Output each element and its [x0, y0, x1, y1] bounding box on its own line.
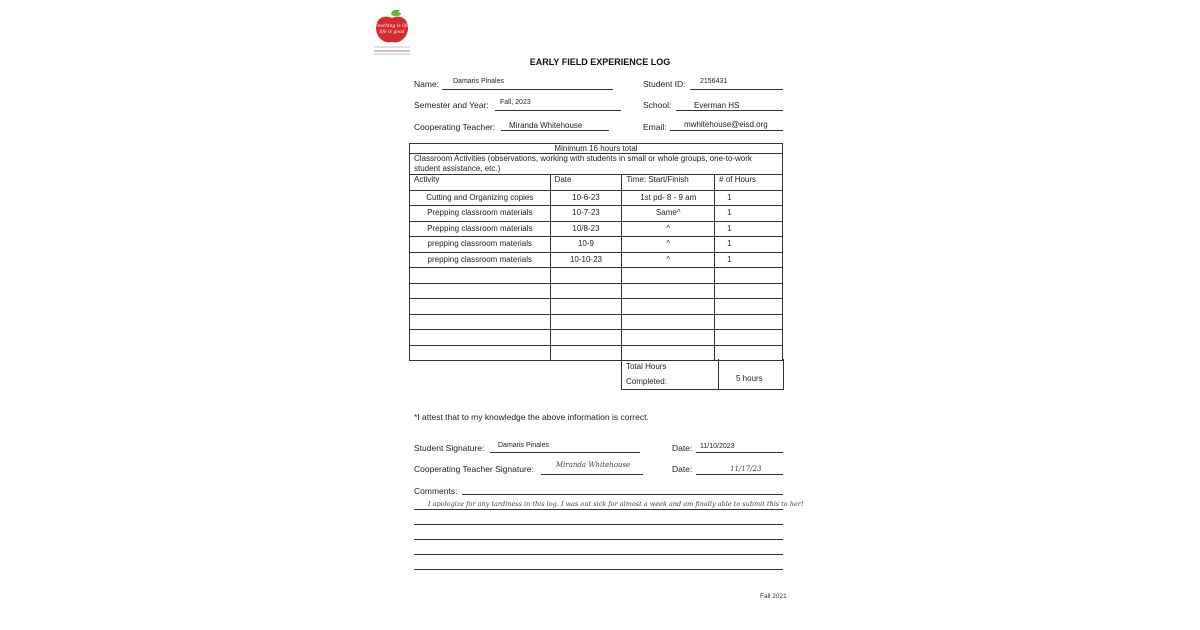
email-label: Email:	[643, 122, 667, 132]
time-cell[interactable]: ^	[622, 221, 715, 237]
student-date-label: Date:	[672, 443, 693, 453]
student-date-value: 11/10/2023	[700, 443, 735, 450]
date-cell[interactable]	[550, 345, 622, 361]
minimum-hours-header: Minimum 16 hours total	[410, 144, 783, 154]
comment-line	[414, 569, 783, 570]
student-signature-value: Damaris Pinales	[498, 442, 549, 449]
footer-version: Fall 2021	[760, 593, 787, 600]
activities-description: Classroom Activities (observations, working with students in small or whole groups, one-to-work student assistance, etc.)	[410, 154, 783, 175]
time-cell[interactable]	[622, 283, 715, 299]
date-cell[interactable]	[550, 283, 622, 299]
comments-text[interactable]: I apologize for any tardiness in this log. I was out sick for almost a week and am finally able to submit this to her!	[428, 500, 804, 508]
student-id-value: 2156431	[700, 78, 728, 85]
activity-log-table	[409, 143, 783, 361]
date-cell[interactable]	[550, 330, 622, 346]
student-id-label: Student ID:	[643, 79, 686, 89]
teacher-signature-label: Cooperating Teacher Signature:	[414, 464, 534, 474]
column-header: # of Hours	[715, 175, 783, 191]
total-hours-label	[622, 359, 719, 389]
school-value: Everman HS	[694, 101, 740, 110]
date-cell[interactable]: 10-6-23	[550, 190, 622, 206]
table-row	[410, 252, 783, 268]
date-cell[interactable]	[550, 314, 622, 330]
comments-label: Comments:	[414, 486, 458, 496]
column-header: Time: Start/Finish	[622, 175, 715, 191]
date-cell[interactable]: 10-9	[550, 237, 622, 253]
hours-cell[interactable]: 1	[715, 252, 783, 268]
activity-cell[interactable]	[410, 314, 551, 330]
time-cell[interactable]	[622, 299, 715, 315]
table-row	[410, 299, 783, 315]
hours-cell[interactable]	[715, 330, 783, 346]
teacher-date-value: 11/17/23	[730, 465, 762, 473]
column-headers	[410, 175, 783, 191]
name-value: Damaris Pinales	[453, 78, 504, 85]
comment-line	[414, 524, 783, 525]
table-row	[410, 206, 783, 222]
time-cell[interactable]	[622, 268, 715, 284]
table-row	[410, 237, 783, 253]
activity-cell[interactable]: prepping classroom materials	[410, 252, 551, 268]
date-cell[interactable]: 10/8-23	[550, 221, 622, 237]
date-cell[interactable]	[550, 299, 622, 315]
comment-line	[414, 554, 783, 555]
teacher-date-label: Date:	[672, 464, 693, 474]
hours-cell[interactable]	[715, 299, 783, 315]
table-row	[410, 268, 783, 284]
total-hours-label-line2: Completed:	[626, 377, 667, 386]
time-cell[interactable]	[622, 330, 715, 346]
time-cell[interactable]: Same^	[622, 206, 715, 222]
hours-cell[interactable]: 1	[715, 206, 783, 222]
hours-cell[interactable]	[715, 314, 783, 330]
total-hours-value: 5 hours	[736, 374, 763, 383]
column-header: Date	[550, 175, 622, 191]
activity-cell[interactable]	[410, 345, 551, 361]
time-cell[interactable]: 1st pd- 8 - 9 am	[622, 190, 715, 206]
date-cell[interactable]: 10-10-23	[550, 252, 622, 268]
teacher-signature-value: Miranda Whitehouse	[556, 461, 631, 469]
hours-cell[interactable]	[715, 268, 783, 284]
activity-cell[interactable]	[410, 283, 551, 299]
comment-line	[414, 509, 783, 510]
total-hours-box	[621, 359, 784, 390]
page-title: EARLY FIELD EXPERIENCE LOG	[529, 57, 671, 67]
attestation-text: *I attest that to my knowledge the above information is correct.	[414, 412, 649, 422]
activity-cell[interactable]	[410, 299, 551, 315]
activity-cell[interactable]: Cutting and Organizing copies	[410, 190, 551, 206]
total-hours-label-line1: Total Hours	[626, 362, 667, 371]
activity-cell[interactable]: prepping classroom materials	[410, 237, 551, 253]
time-cell[interactable]	[622, 314, 715, 330]
teacher-label: Cooperating Teacher:	[414, 122, 496, 132]
table-row	[410, 314, 783, 330]
activity-cell[interactable]	[410, 268, 551, 284]
svg-text:life is good: life is good	[379, 30, 405, 35]
hours-cell[interactable]: 1	[715, 237, 783, 253]
hours-cell[interactable]: 1	[715, 190, 783, 206]
comment-line	[462, 494, 783, 495]
time-cell[interactable]: ^	[622, 252, 715, 268]
table-row	[410, 283, 783, 299]
table-row	[410, 190, 783, 206]
apple-logo	[372, 10, 412, 56]
email-value: mwhitehouse@eisd.org	[684, 120, 768, 129]
semester-value: Fall, 2023	[500, 99, 531, 106]
activity-cell[interactable]: Prepping classroom materials	[410, 206, 551, 222]
hours-cell[interactable]	[715, 283, 783, 299]
column-header: Activity	[410, 175, 551, 191]
svg-text:Teaching is life: Teaching is life	[374, 24, 410, 29]
time-cell[interactable]: ^	[622, 237, 715, 253]
apple-icon	[372, 10, 412, 56]
hours-cell[interactable]: 1	[715, 221, 783, 237]
student-signature-label: Student Signature:	[414, 443, 485, 453]
table-row	[410, 221, 783, 237]
comment-line	[414, 539, 783, 540]
teacher-value: Miranda Whitehouse	[509, 121, 583, 130]
date-cell[interactable]: 10-7-23	[550, 206, 622, 222]
table-row	[410, 330, 783, 346]
semester-label: Semester and Year:	[414, 100, 489, 110]
activity-cell[interactable]: Prepping classroom materials	[410, 221, 551, 237]
date-cell[interactable]	[550, 268, 622, 284]
activity-cell[interactable]	[410, 330, 551, 346]
school-label: School:	[643, 100, 672, 110]
name-label: Name:	[414, 79, 440, 89]
